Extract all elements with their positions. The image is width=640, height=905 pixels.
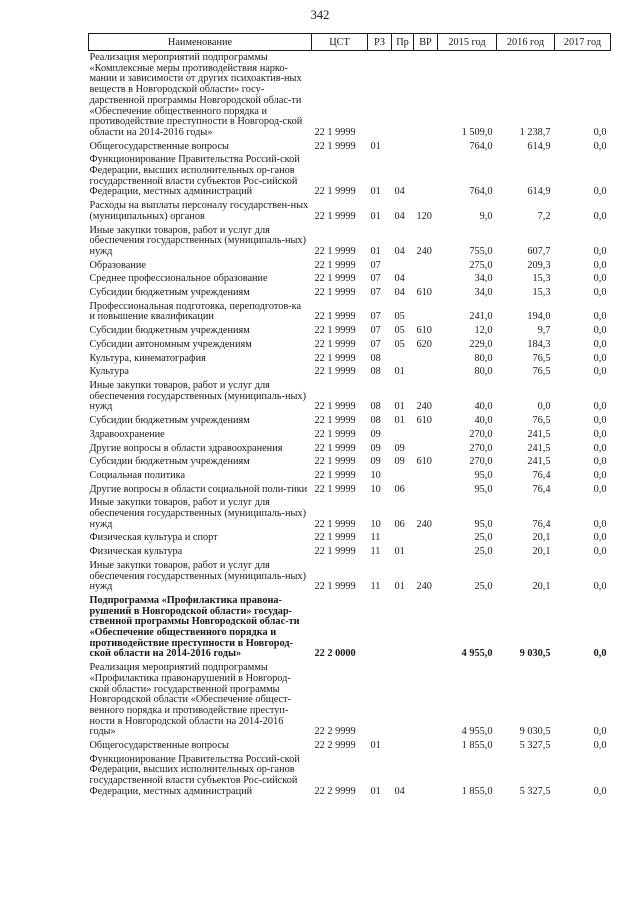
cst-cell: 22 1 9999 — [314, 311, 356, 323]
value-2015-cell: 4 955,0 — [461, 726, 493, 738]
value-2015-cell: 270,0 — [469, 456, 493, 468]
pr-cell: 04 — [394, 273, 405, 285]
rz-cell: 07 — [370, 287, 381, 299]
value-2016-cell: 20,1 — [532, 581, 551, 593]
value-2016-cell: 184,3 — [527, 338, 551, 350]
rz-cell: 08 — [370, 401, 381, 413]
pr-cell: 06 — [394, 483, 405, 495]
value-2015-cell: 241,0 — [469, 311, 493, 323]
value-2017-cell: 0,0 — [593, 338, 607, 350]
pr-cell — [392, 739, 414, 753]
value-2016-cell: 20,1 — [532, 532, 551, 544]
table-row — [89, 414, 611, 428]
pr-cell — [392, 531, 414, 545]
cst-cell: 22 1 9999 — [314, 546, 356, 558]
value-2016-cell: 1 238,7 — [519, 126, 551, 138]
cst-cell: 22 2 9999 — [314, 740, 356, 752]
header-vr: ВР — [414, 34, 438, 51]
cst-cell: 22 1 9999 — [314, 442, 356, 454]
header-pr: Пр — [392, 34, 414, 51]
name-cell: Социальная политика — [89, 469, 186, 481]
value-2017-cell: 0,0 — [593, 648, 607, 660]
table-row — [89, 140, 611, 154]
rz-cell — [368, 51, 392, 140]
table-row — [89, 51, 611, 140]
name-cell: Функционирование Правительства Россий-ской Федерации, высших исполнительных ор-ганов государственной власти субъектов Рос-сийской Федерации, местных администраций — [89, 753, 300, 797]
value-2015-cell: 9,0 — [479, 210, 493, 222]
cst-cell: 22 1 9999 — [314, 428, 356, 440]
name-cell: Расходы на выплаты персоналу государствен-ных (муниципальных) органов — [89, 200, 309, 222]
table-row — [89, 531, 611, 545]
value-2017-cell: 0,0 — [593, 186, 607, 198]
rz-cell — [368, 594, 392, 661]
value-2015-cell: 1 509,0 — [461, 126, 493, 138]
table-row — [89, 469, 611, 483]
value-2016-cell: 76,5 — [532, 352, 551, 364]
table-row — [89, 594, 611, 661]
value-2016-cell: 15,3 — [532, 287, 551, 299]
rz-cell: 01 — [370, 140, 381, 152]
pr-cell — [392, 594, 414, 661]
cst-cell: 22 1 9999 — [314, 469, 356, 481]
cst-cell: 22 1 9999 — [314, 532, 356, 544]
cst-cell: 22 2 0000 — [314, 648, 356, 660]
value-2016-cell: 607,7 — [527, 245, 551, 257]
cst-cell: 22 1 9999 — [314, 210, 356, 222]
pr-cell — [392, 661, 414, 739]
table-row — [89, 199, 611, 223]
cst-cell: 22 1 9999 — [314, 325, 356, 337]
value-2016-cell: 614,9 — [527, 140, 551, 152]
value-2016-cell: 76,5 — [532, 415, 551, 427]
value-2016-cell: 9,7 — [537, 325, 551, 337]
cst-cell: 22 1 9999 — [314, 287, 356, 299]
header-name: Наименование — [89, 34, 312, 51]
table-row — [89, 545, 611, 559]
header-rz: РЗ — [368, 34, 392, 51]
vr-cell — [414, 140, 438, 154]
value-2015-cell: 40,0 — [474, 401, 493, 413]
name-cell: Субсидии автономным учреждениям — [89, 338, 252, 350]
rz-cell: 07 — [370, 273, 381, 285]
value-2017-cell: 0,0 — [593, 740, 607, 752]
name-cell: Подпрограмма «Профилактика правона-рушений в Новгородской области» государ-ственной программы Новгородской облас-ти «Обеспечение общественного порядка и противодействие преступности в Новгород-ской области на 2014-2016 годы» — [89, 594, 300, 660]
value-2015-cell: 275,0 — [469, 259, 493, 271]
name-cell: Функционирование Правительства Россий-ской Федерации, высших исполнительных ор-ганов государственной власти субъектов Рос-сийской Федерации, местных администраций — [89, 154, 300, 198]
name-cell: Культура — [89, 366, 129, 378]
vr-cell — [414, 753, 438, 799]
table-row — [89, 300, 611, 324]
rz-cell: 09 — [370, 428, 381, 440]
vr-cell — [414, 661, 438, 739]
value-2015-cell: 95,0 — [474, 518, 493, 530]
pr-cell: 05 — [394, 338, 405, 350]
page-number: 342 — [310, 8, 330, 22]
value-2017-cell: 0,0 — [593, 245, 607, 257]
value-2016-cell: 194,0 — [527, 311, 551, 323]
table-row — [89, 286, 611, 300]
name-cell: Среднее профессиональное образование — [89, 273, 268, 285]
rz-cell: 01 — [370, 785, 381, 797]
name-cell: Реализация мероприятий подпрограммы «Профилактика правонарушений в Новгород-ской области» государственной программы Новгородской области «Обеспечение общест-венного порядка и противодействие преступ-ности в Новгородской области на 2014-2016 годы» — [89, 662, 292, 738]
rz-cell: 10 — [370, 518, 381, 530]
value-2015-cell: 4 955,0 — [461, 648, 493, 660]
value-2016-cell: 20,1 — [532, 546, 551, 558]
rz-cell: 08 — [370, 366, 381, 378]
vr-cell — [414, 300, 438, 324]
rz-cell: 09 — [370, 442, 381, 454]
value-2017-cell: 0,0 — [593, 140, 607, 152]
vr-cell — [414, 442, 438, 456]
vr-cell: 610 — [416, 287, 432, 299]
cst-cell: 22 1 9999 — [314, 366, 356, 378]
name-cell: Другие вопросы в области здравоохранения — [89, 442, 283, 454]
table-row — [89, 496, 611, 531]
pr-cell — [392, 140, 414, 154]
rz-cell: 01 — [370, 186, 381, 198]
rz-cell: 10 — [370, 483, 381, 495]
table-body — [89, 51, 611, 799]
rz-cell: 01 — [370, 210, 381, 222]
value-2017-cell: 0,0 — [593, 581, 607, 593]
pr-cell: 09 — [394, 456, 405, 468]
pr-cell: 04 — [394, 210, 405, 222]
table-row — [89, 661, 611, 739]
table-row — [89, 338, 611, 352]
vr-cell — [414, 483, 438, 497]
name-cell: Физическая культура и спорт — [89, 532, 218, 544]
value-2015-cell: 12,0 — [474, 325, 493, 337]
rz-cell: 08 — [370, 415, 381, 427]
vr-cell: 610 — [416, 325, 432, 337]
cst-cell: 22 1 9999 — [314, 401, 356, 413]
vr-cell: 610 — [416, 415, 432, 427]
value-2016-cell: 76,4 — [532, 483, 551, 495]
header-row — [89, 34, 611, 51]
header-cst: ЦСТ — [312, 34, 368, 51]
value-2016-cell: 76,4 — [532, 518, 551, 530]
name-cell: Иные закупки товаров, работ и услуг для обеспечения государственных (муниципаль-ных) нужд — [89, 497, 306, 530]
vr-cell — [414, 739, 438, 753]
pr-cell: 01 — [394, 415, 405, 427]
value-2017-cell: 0,0 — [593, 785, 607, 797]
cst-cell: 22 1 9999 — [314, 581, 356, 593]
name-cell: Профессиональная подготовка, переподготов-ка и повышение квалификации — [89, 300, 302, 323]
vr-cell — [414, 259, 438, 273]
rz-cell: 11 — [370, 581, 381, 593]
value-2017-cell: 0,0 — [593, 325, 607, 337]
table-header — [89, 34, 611, 51]
value-2016-cell: 9 030,5 — [519, 726, 551, 738]
cst-cell: 22 1 9999 — [314, 126, 356, 138]
value-2016-cell: 241,5 — [527, 442, 551, 454]
value-2015-cell: 270,0 — [469, 442, 493, 454]
pr-cell: 01 — [394, 366, 405, 378]
value-2016-cell: 9 030,5 — [519, 648, 551, 660]
table-row — [89, 153, 611, 199]
value-2015-cell: 25,0 — [474, 546, 493, 558]
value-2015-cell: 755,0 — [469, 245, 493, 257]
value-2017-cell: 0,0 — [593, 546, 607, 558]
vr-cell: 620 — [416, 338, 432, 350]
header-2016: 2016 год — [497, 34, 555, 51]
value-2015-cell: 40,0 — [474, 415, 493, 427]
value-2016-cell: 241,5 — [527, 456, 551, 468]
vr-cell — [414, 153, 438, 199]
table-row — [89, 224, 611, 259]
vr-cell — [414, 428, 438, 442]
pr-cell: 01 — [394, 581, 405, 593]
pr-cell: 04 — [394, 785, 405, 797]
vr-cell: 610 — [416, 456, 432, 468]
vr-cell — [414, 469, 438, 483]
value-2015-cell: 25,0 — [474, 532, 493, 544]
header-2017: 2017 год — [555, 34, 611, 51]
cst-cell: 22 1 9999 — [314, 273, 356, 285]
pr-cell: 05 — [394, 311, 405, 323]
name-cell: Субсидии бюджетным учреждениям — [89, 325, 250, 337]
value-2017-cell: 0,0 — [593, 442, 607, 454]
value-2016-cell: 76,4 — [532, 469, 551, 481]
vr-cell: 240 — [416, 581, 432, 593]
vr-cell — [414, 594, 438, 661]
name-cell: Общегосударственные вопросы — [89, 740, 229, 752]
value-2017-cell: 0,0 — [593, 352, 607, 364]
table-row — [89, 365, 611, 379]
cst-cell: 22 1 9999 — [314, 415, 356, 427]
cst-cell: 22 1 9999 — [314, 338, 356, 350]
cst-cell: 22 1 9999 — [314, 483, 356, 495]
value-2016-cell: 76,5 — [532, 366, 551, 378]
name-cell: Здравоохранение — [89, 428, 165, 440]
value-2015-cell: 1 855,0 — [461, 785, 493, 797]
rz-cell: 01 — [370, 740, 381, 752]
vr-cell: 240 — [416, 401, 432, 413]
header-2015: 2015 год — [438, 34, 497, 51]
rz-cell: 07 — [370, 338, 381, 350]
vr-cell — [414, 365, 438, 379]
table-row — [89, 259, 611, 273]
pr-cell: 01 — [394, 401, 405, 413]
value-2016-cell: 7,2 — [537, 210, 551, 222]
name-cell: Субсидии бюджетным учреждениям — [89, 456, 250, 468]
cst-cell: 22 1 9999 — [314, 186, 356, 198]
table-row — [89, 324, 611, 338]
pr-cell: 04 — [394, 245, 405, 257]
value-2016-cell: 209,3 — [527, 259, 551, 271]
pr-cell: 09 — [394, 442, 405, 454]
value-2016-cell: 614,9 — [527, 186, 551, 198]
cst-cell: 22 1 9999 — [314, 518, 356, 530]
name-cell: Иные закупки товаров, работ и услуг для обеспечения государственных (муниципаль-ных) нужд — [89, 224, 306, 257]
value-2017-cell: 0,0 — [593, 518, 607, 530]
name-cell: Физическая культура — [89, 546, 183, 558]
name-cell: Субсидии бюджетным учреждениям — [89, 287, 250, 299]
table-row — [89, 753, 611, 799]
rz-cell: 07 — [370, 311, 381, 323]
table-row — [89, 352, 611, 366]
value-2015-cell: 80,0 — [474, 352, 493, 364]
name-cell: Культура, кинематография — [89, 352, 206, 364]
value-2017-cell: 0,0 — [593, 428, 607, 440]
pr-cell — [392, 259, 414, 273]
value-2016-cell: 15,3 — [532, 273, 551, 285]
value-2015-cell: 270,0 — [469, 428, 493, 440]
value-2015-cell: 229,0 — [469, 338, 493, 350]
value-2015-cell: 764,0 — [469, 186, 493, 198]
value-2017-cell: 0,0 — [593, 401, 607, 413]
value-2016-cell: 5 327,5 — [519, 785, 551, 797]
pr-cell: 04 — [394, 287, 405, 299]
pr-cell — [392, 352, 414, 366]
rz-cell: 11 — [370, 546, 381, 558]
name-cell: Образование — [89, 259, 146, 271]
pr-cell — [392, 428, 414, 442]
rz-cell: 01 — [370, 245, 381, 257]
value-2017-cell: 0,0 — [593, 483, 607, 495]
rz-cell: 07 — [370, 325, 381, 337]
vr-cell — [414, 352, 438, 366]
rz-cell: 07 — [370, 259, 381, 271]
name-cell: Субсидии бюджетным учреждениям — [89, 415, 250, 427]
table-row — [89, 739, 611, 753]
value-2015-cell: 95,0 — [474, 469, 493, 481]
value-2015-cell: 34,0 — [474, 287, 493, 299]
vr-cell — [414, 531, 438, 545]
name-cell: Общегосударственные вопросы — [89, 140, 229, 152]
table-row — [89, 442, 611, 456]
pr-cell — [392, 469, 414, 483]
pr-cell: 06 — [394, 518, 405, 530]
value-2015-cell: 764,0 — [469, 140, 493, 152]
vr-cell — [414, 272, 438, 286]
vr-cell: 120 — [416, 210, 432, 222]
value-2015-cell: 1 855,0 — [461, 740, 493, 752]
vr-cell — [414, 51, 438, 140]
table-row — [89, 379, 611, 414]
cst-cell: 22 1 9999 — [314, 245, 356, 257]
pr-cell: 05 — [394, 325, 405, 337]
value-2017-cell: 0,0 — [593, 126, 607, 138]
cst-cell: 22 1 9999 — [314, 352, 356, 364]
value-2017-cell: 0,0 — [593, 469, 607, 481]
value-2015-cell: 80,0 — [474, 366, 493, 378]
value-2015-cell: 95,0 — [474, 483, 493, 495]
pr-cell: 01 — [394, 546, 405, 558]
value-2017-cell: 0,0 — [593, 456, 607, 468]
value-2017-cell: 0,0 — [593, 273, 607, 285]
name-cell: Иные закупки товаров, работ и услуг для обеспечения государственных (муниципаль-ных) нужд — [89, 559, 306, 593]
value-2015-cell: 25,0 — [474, 581, 493, 593]
name-cell: Реализация мероприятий подпрограммы «Комплексные меры противодействия нарко-мании и зависимости от других психоактив-ных веществ в Новгородской области» госу-дарственной программы Новгородской облас-ти «Обеспечение общественного порядка и противодействие преступности в Новгород-ской области на 2014-2016 годы» — [89, 52, 303, 138]
rz-cell: 09 — [370, 456, 381, 468]
name-cell: Другие вопросы в области социальной поли-тики — [89, 483, 308, 495]
value-2016-cell: 5 327,5 — [519, 740, 551, 752]
cst-cell: 22 1 9999 — [314, 456, 356, 468]
value-2017-cell: 0,0 — [593, 415, 607, 427]
table-row — [89, 559, 611, 594]
name-cell: Иные закупки товаров, работ и услуг для обеспечения государственных (муниципаль-ных) нужд — [89, 379, 306, 413]
value-2016-cell: 0,0 — [537, 401, 551, 413]
budget-table — [88, 33, 611, 799]
pr-cell: 04 — [394, 186, 405, 198]
table-row — [89, 455, 611, 469]
value-2017-cell: 0,0 — [593, 726, 607, 738]
vr-cell — [414, 545, 438, 559]
table-row — [89, 483, 611, 497]
rz-cell: 11 — [370, 532, 381, 544]
value-2017-cell: 0,0 — [593, 210, 607, 222]
value-2017-cell: 0,0 — [593, 366, 607, 378]
value-2017-cell: 0,0 — [593, 287, 607, 299]
cst-cell: 22 2 9999 — [314, 726, 356, 738]
cst-cell: 22 1 9999 — [314, 140, 356, 152]
value-2017-cell: 0,0 — [593, 311, 607, 323]
cst-cell: 22 1 9999 — [314, 259, 356, 271]
pr-cell — [392, 51, 414, 140]
cst-cell: 22 2 9999 — [314, 785, 356, 797]
value-2017-cell: 0,0 — [593, 259, 607, 271]
table-row — [89, 428, 611, 442]
value-2015-cell: 34,0 — [474, 273, 493, 285]
value-2016-cell: 241,5 — [527, 428, 551, 440]
rz-cell: 08 — [370, 352, 381, 364]
vr-cell: 240 — [416, 245, 432, 257]
rz-cell — [368, 661, 392, 739]
vr-cell: 240 — [416, 518, 432, 530]
value-2017-cell: 0,0 — [593, 532, 607, 544]
table-row — [89, 272, 611, 286]
rz-cell: 10 — [370, 469, 381, 481]
